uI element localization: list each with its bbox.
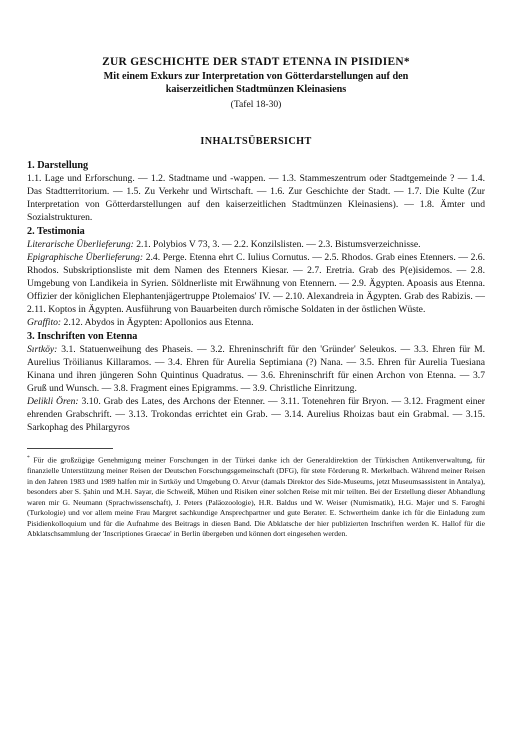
section-paragraph (27, 316, 485, 329)
section-paragraph (27, 395, 485, 434)
toc-heading: INHALTSÜBERSICHT (200, 136, 312, 147)
section-heading-inschriften: 3. Inschriften von Etenna (27, 331, 138, 342)
paragraph-text: 2.1. Polybios V 73, 3. — 2.2. Konzilslisten. — 2.3. Bistumsverzeichnisse. (133, 239, 421, 250)
section-paragraph (27, 343, 485, 395)
paragraph-label: Delikli Ören: (27, 396, 79, 407)
section-paragraph (27, 238, 485, 251)
paragraph-text: 3.1. Statuenweihung des Phaseis. — 3.2. Ehreninschrift für den 'Gründer' Seleukos. — 3.3. Ehren für M. Aurelius Tröilianus Killaramos. — 3.4. Ehren für Aurelia Septimiana (?) Nana. — 3.5. Ehren für Aurelia Tuesiana Kinana und ihren jüngeren Sohn Quintinus Quadratus. — 3.6. Ehreninschrift für einen Archon von Etenna. — 3.7 Gruß und Wunsch. — 3.8. Fragment eines Epigramms. — 3.9. Christliche Einritzung. (27, 344, 485, 394)
paragraph-text: 1.1. Lage und Erforschung. — 1.2. Stadtname und -wappen. — 1.3. Stammeszentrum oder Stadtgemeinde ? — 1.4. Das Stadtterritorium. — 1.5. Zu Verkehr und Wirtschaft. — 1.6. Zur Geschichte der Stadt. — 1.7. Die Kulte (Zur Interpretation von Götterdarstellungen auf den kaiserzeitlichen Stadtmünzen Kleinasiens). — 1.8. Ämter und Sozialstrukturen. (27, 173, 485, 223)
footnote (27, 453, 485, 540)
footnote-text: Für die großzügige Genehmigung meiner Forschungen in der Türkei danke ich der Generaldirektion der Türkischen Antikenverwaltung, für finanzielle Unterstützung meiner Reisen der Deutschen Forschungsgemeinschaft (DFG), für stete Förderung R. Merkelbach. Während meiner Reisen in den Jahren 1983 und 1989 halfen mir in Sırtköy und Umgebung O. Atvur (damals Direktor des Side-Museums, jetzt Museumsassistent in Antalya), besonders aber S. Şahin und M.H. Sayar, die Schweiß, Mühen und Risiken einer solchen Reise mit mir teilten. Bei der Erstellung dieser Abhandlung waren mir G. Neumann (Sprachwissenschaft), J. Peters (Paläozoologie), H.R. Baldus und W. Weiser (Numismatik), H.G. Majer und S. Faroghi (Turkologie) und vor allem meine Frau Margret sachkundige Ansprechpartner und gute Berater. E. Schwertheim danke ich für die Einladung zum Pisidienkolloquium und für die Aufnahme des Beitrags in diesen Band. Die Abklatsche der hier publizierten Inschriften werden K. Hallof für die Abklatschsammlung der 'Inscriptiones Graecae' in Berlin übergeben und können dort eingesehen werden. (27, 455, 485, 539)
paragraph-text: 2.12. Abydos in Ägypten: Apollonios aus Etenna. (61, 317, 254, 328)
paragraph-label: Literarische Überlieferung: (27, 239, 134, 250)
section-paragraph (27, 172, 485, 224)
paragraph-label: Epigraphische Überlieferung: (27, 252, 144, 263)
paragraph-label: Sırtköy: (27, 344, 58, 355)
footnote-divider (27, 448, 113, 449)
section-heading-testimonia: 2. Testimonia (27, 226, 85, 237)
article-title: ZUR GESCHICHTE DER STADT ETENNA IN PISIDIEN* (102, 56, 410, 68)
plates-reference: (Tafel 18-30) (230, 99, 282, 110)
paragraph-text: 3.10. Grab des Lates, des Archons der Etenner. — 3.11. Totenehren für Bryon. — 3.12. Fragment einer ehrenden Grabschrift. — 3.13. Trokondas errichtet ein Grab. — 3.14. Aurelius Rhoizas baut ein Grabmal. — 3.15. Sarkophag des Philargyros (27, 396, 485, 433)
page (27, 38, 485, 540)
section-paragraph (27, 251, 485, 316)
article-subtitle-line-2: kaiserzeitlichen Stadtmünzen Kleinasiens (165, 83, 347, 95)
footnote-marker: * (27, 455, 30, 461)
section-heading-darstellung: 1. Darstellung (27, 160, 89, 171)
article-subtitle-line-1: Mit einem Exkurs zur Interpretation von Götterdarstellungen auf den (103, 71, 409, 82)
paragraph-label: Graffito: (27, 317, 62, 328)
paragraph-text: 2.4. Perge. Etenna ehrt C. Iulius Cornutus. — 2.5. Rhodos. Grab eines Etenners. — 2.6. Rhodos. Subskriptionsliste mit dem Namen des Etenners Kiesar. — 2.7. Eretria. Grab des P(e)isidemos. — 2.8. Umgebung von Landikeia in Syrien. Söldnerliste mit Erwähnung von Etennern. — 2.9. Ägypten. Apoasis aus Etenna. Offizier der königlichen Elephantenjägertruppe Ptolemaios' IV. — 2.10. Alexandreia in Ägypten. Grab des Rabizis. — 2.11. Koptos in Ägypten. Ausführung von Bauarbeiten durch römische Soldaten in der östlichen Wüste. (27, 252, 486, 315)
